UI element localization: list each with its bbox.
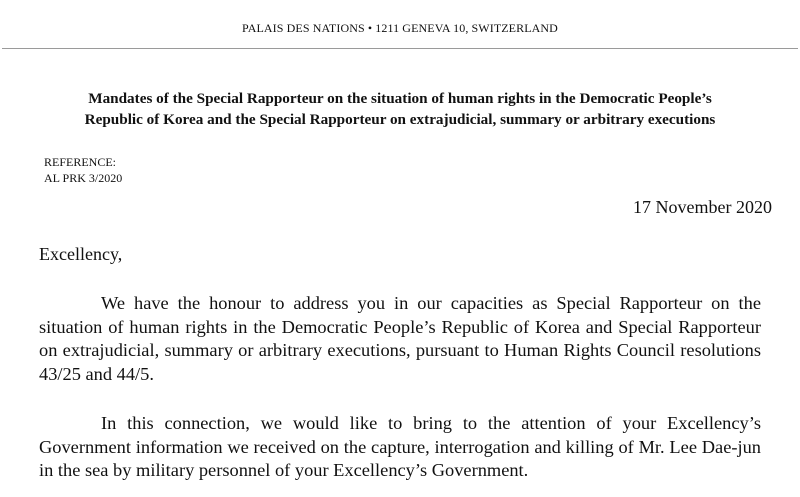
- reference-code: AL PRK 3/2020: [44, 171, 123, 185]
- mandate-title: [20, 88, 780, 130]
- body-paragraph-2: In this connection, we would like to bring to the attention of your Excellency’s Government information we received on the capture, interrogation and killing of Mr. Lee Dae-jun in the sea by military personnel of your Excellency’s Government.: [39, 413, 761, 481]
- body-paragraph-1: We have the honour to address you in our capacities as Special Rapporteur on the situation of human rights in the Democratic People’s Republic of Korea and Special Rapporteur on extrajudicial, summary or arbitrary executions, pursuant to Human Rights Council resolutions 43/25 and 44/5.: [39, 293, 761, 384]
- letter-date: 17 November 2020: [633, 197, 772, 217]
- header-divider: [2, 48, 798, 49]
- mandate-title-line-2: Republic of Korea and the Special Rapporteur on extrajudicial, summary or arbitrary executions: [84, 111, 716, 128]
- reference-label: REFERENCE:: [44, 155, 117, 169]
- letterhead-address: PALAIS DES NATIONS • 1211 GENEVA 10, SWITZERLAND: [242, 21, 558, 35]
- reference-block: [44, 154, 122, 186]
- mandate-title-line-1: Mandates of the Special Rapporteur on the situation of human rights in the Democratic People’s: [88, 90, 712, 107]
- salutation: Excellency,: [39, 244, 123, 264]
